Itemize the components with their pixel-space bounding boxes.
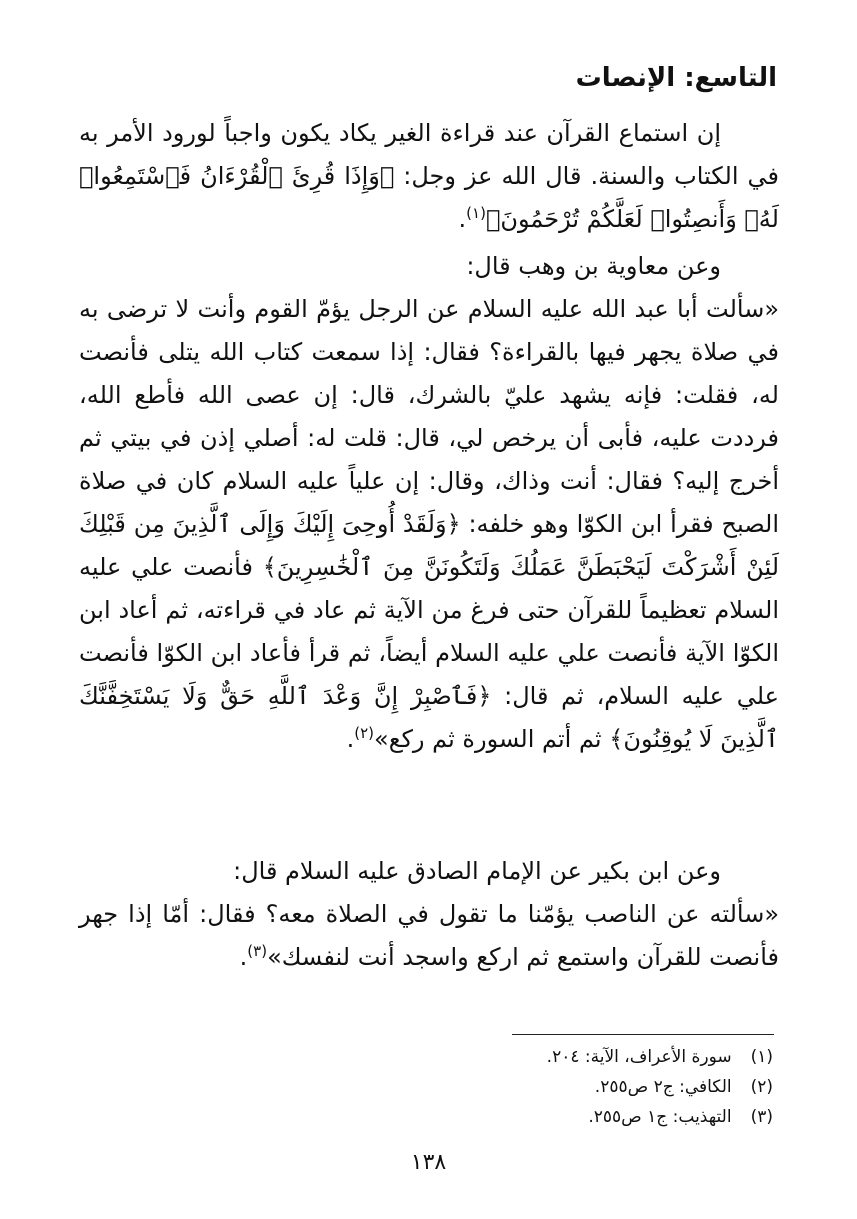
narration-intro: وعن ابن بكير عن الإمام الصادق عليه السلام قال: — [233, 857, 721, 885]
footnotes — [273, 1042, 773, 1132]
section-heading: التاسع: الإنصات — [575, 63, 777, 93]
intro-text: إن استماع القرآن عند قراءة الغير يكاد يكون واجباً لورود الأمر به في الكتاب والسنة. قال الله عز وجل: — [79, 119, 779, 190]
footnote-text: التهذيب: ج١ ص٢٥٥. — [588, 1107, 732, 1127]
sentence-end: . — [458, 205, 467, 233]
sentence-end: . — [346, 725, 355, 753]
narration-muawiya — [79, 245, 779, 288]
narration-ibn-bukair — [79, 850, 779, 893]
footnote-divider — [512, 1034, 774, 1035]
quran-verse: ﴿وَإِذَا قُرِئَ ٱلْقُرْءَانُ فَٱسْتَمِعُوا۟ لَهُۥ وَأَنصِتُوا۟ لَعَلَّكُمْ تُرْحَمُونَ﴾ — [79, 162, 779, 233]
narration-text-3: ثم أتم السورة ثم ركع» — [374, 725, 602, 753]
sentence-end: . — [239, 943, 248, 971]
footnote-item — [273, 1102, 773, 1132]
narration-text: «سألته عن الناصب يؤمّنا ما تقول في الصلاة معه؟ فقال: أمّا إذا جهر فأنصت للقرآن واستمع ثم اركع واسجد أنت لنفسك» — [79, 900, 779, 971]
footnote-ref-2: (٢) — [354, 724, 375, 742]
narration-intro: وعن معاوية بن وهب قال: — [466, 252, 721, 280]
footnote-ref-1: (١) — [466, 204, 486, 222]
page-number: ١٣٨ — [410, 1150, 447, 1175]
paragraph-intro — [79, 112, 779, 241]
footnote-number: (٢) — [750, 1077, 773, 1097]
footnote-ref-3: (٣) — [247, 942, 268, 960]
footnote-item — [273, 1072, 773, 1102]
footnote-number: (١) — [750, 1047, 773, 1067]
footnote-item — [273, 1042, 773, 1072]
footnote-number: (٣) — [750, 1107, 773, 1127]
quran-verse: ﴿وَلَقَدْ أُوحِىَ إِلَيْكَ وَإِلَى ٱلَّذِينَ مِن قَبْلِكَ لَئِنْ أَشْرَكْتَ لَيَحْبَطَنَّ عَمَلُكَ وَلَتَكُونَنَّ مِنَ ٱلْخَٰسِرِينَ﴾ — [79, 510, 779, 581]
narration-muawiya-body — [79, 288, 779, 761]
footnote-text: الكافي: ج٢ ص٢٥٥. — [594, 1077, 732, 1097]
footnote-text: سورة الأعراف، الآية: ٢٠٤. — [546, 1047, 732, 1067]
narration-ibn-bukair-body — [79, 893, 779, 979]
narration-text-1: «سألت أبا عبد الله عليه السلام عن الرجل يؤمّ القوم وأنت لا ترضى به في صلاة يجهر فيها بالقراءة؟ فقال: إذا سمعت كتاب الله يتلى فأنصت له، فقلت: فإنه يشهد عليّ بالشرك، قال: إن عصى الله فأطع الله، فرددت عليه، فأبى أن يرخص لي، قال: قلت له: أصلي إذن في بيتي ثم أخرج إليه؟ فقال: أنت وذاك، وقال: إن علياً عليه السلام كان في صلاة الصبح فقرأ ابن الكوّا وهو خلفه: — [79, 295, 779, 538]
quran-verse: ﴿فَٱصْبِرْ إِنَّ وَعْدَ ٱللَّهِ حَقٌّ وَلَا يَسْتَخِفَّنَّكَ ٱلَّذِينَ لَا يُوقِنُونَ﴾ — [79, 682, 779, 753]
narration-text-2: فأنصت علي عليه السلام تعظيماً للقرآن حتى فرغ من الآية ثم عاد في قراءته، ثم أعاد ابن الكوّا الآية فأنصت علي عليه السلام أيضاً، ثم قرأ فأعاد ابن الكوّا فأنصت علي عليه السلام، ثم قال: — [79, 553, 779, 710]
